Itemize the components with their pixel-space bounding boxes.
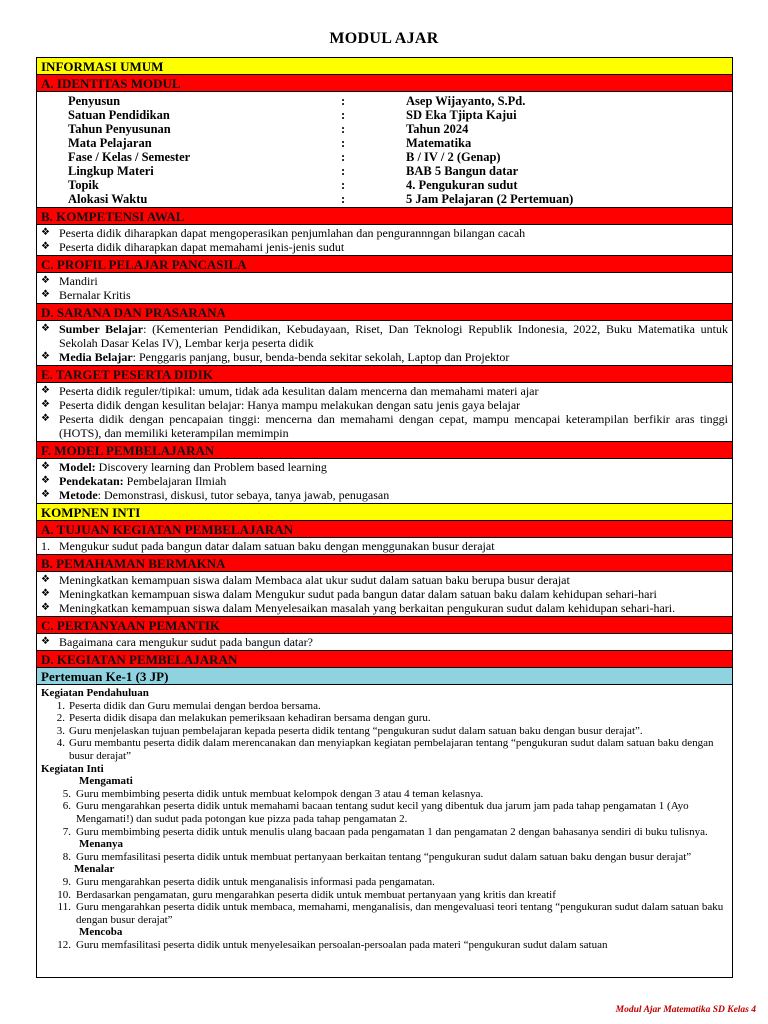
list-item: 7. Guru membimbing peserta didik untuk menulis ulang bacaan pada pengamatan 1 dan pengamatan 2 dengan bahasanya sendiri di buku tulisnya. xyxy=(62,825,708,838)
diamond-bullet-icon: ❖ xyxy=(41,602,50,613)
list-item: 9. Guru mengarahkan peserta didik untuk menganalisis informasi pada pengamatan. xyxy=(62,875,435,888)
list-item: 1. Mengukur sudut pada bangun datar dalam satuan baku dengan menggunakan busur derajat xyxy=(41,539,495,553)
list-item: 11. Guru mengarahkan peserta didik untuk membaca, memahami, menganalisis, dan mengevaluasi teori tentang “pengukuran sudut dalam satuan baku dengan busur derajat” xyxy=(57,901,724,926)
menanya-title: Menanya xyxy=(79,838,123,851)
list-item: ❖ Bagaimana cara mengukur sudut pada bangun datar? xyxy=(41,635,313,649)
list-item: ❖ Pendekatan: Pembelajaran Ilmiah xyxy=(41,474,227,488)
identitas-row: Mata Pelajaran : Matematika xyxy=(68,136,472,150)
list-item: 10. Berdasarkan pengamatan, guru mengarahkan peserta didik untuk membuat pertanyaan yang kritis dan kreatif xyxy=(57,888,556,901)
pertanyaan-list xyxy=(37,634,732,651)
list-item: 2. Peserta didik disapa dan melakukan pemeriksaan kehadiran bersama dengan guru. xyxy=(56,712,431,725)
modul-table xyxy=(36,57,733,978)
list-item: ❖ Peserta didik dengan kesulitan belajar: Hanya mampu melakukan dengan satu jenis gaya belajar xyxy=(41,398,521,412)
list-item: 4. Guru membantu peserta didik dalam merencanakan dan menyiapkan kegiatan pembelajaran tentang “pengukuran sudut dalam satuan baku dengan busur derajat” xyxy=(56,737,714,762)
diamond-bullet-icon: ❖ xyxy=(41,241,50,252)
list-item: 8. Guru memfasilitasi peserta didik untuk membuat pertanyaan berkaitan tentang “pengukuran sudut dalam satuan baku dengan busur derajat” xyxy=(62,850,692,863)
list-item: ❖ Peserta didik diharapkan dapat memahami jenis-jenis sudut xyxy=(41,240,345,254)
identitas-list xyxy=(37,92,732,208)
diamond-bullet-icon: ❖ xyxy=(41,227,50,238)
list-item: ❖ Model: Discovery learning dan Problem based learning xyxy=(41,460,327,474)
diamond-bullet-icon: ❖ xyxy=(41,588,50,599)
section-header-profil: C. PROFIL PELAJAR PANCASILA xyxy=(37,256,732,273)
diamond-bullet-icon: ❖ xyxy=(41,289,50,300)
kegiatan-content xyxy=(37,685,732,977)
diamond-bullet-icon: ❖ xyxy=(41,489,50,500)
pendahuluan-title: Kegiatan Pendahuluan xyxy=(41,687,149,699)
list-item: ❖ Peserta didik dengan pencapaian tinggi: mencerna dan memahami dengan cepat, mampu mencapai keterampilan berfikir aras tinggi (HOTS), dan memiliki keterampilan memimpin xyxy=(41,412,728,440)
section-header-kompetensi: B. KOMPETENSI AWAL xyxy=(37,208,732,225)
section-informasi-umum: INFORMASI UMUM xyxy=(37,58,732,75)
diamond-bullet-icon: ❖ xyxy=(41,275,50,286)
section-header-pemahaman: B. PEMAHAMAN BERMAKNA xyxy=(37,555,732,572)
diamond-bullet-icon: ❖ xyxy=(41,461,50,472)
section-header-model: F. MODEL PEMBELAJARAN xyxy=(37,442,732,459)
list-item: ❖ Meningkatkan kemampuan siswa dalam Mengukur sudut pada bangun datar dalam satuan baku dalam kehidupan sehari-hari xyxy=(41,587,657,601)
target-list xyxy=(37,383,732,442)
identitas-row: Lingkup Materi : BAB 5 Bangun datar xyxy=(68,164,519,178)
list-item: ❖ Bernalar Kritis xyxy=(41,288,131,302)
list-item: ❖ Meningkatkan kemampuan siswa dalam Menyelesaikan masalah yang berkaitan pengukuran sudut dalam kehidupan sehari-hari. xyxy=(41,601,676,615)
identitas-row: Topik : 4. Pengukuran sudut xyxy=(68,178,518,192)
list-item: 6. Guru mengarahkan peserta didik untuk memahami bacaan tentang sudut kecil yang dibentuk dua jarum jam pada tahap pengamatan 1 (Ayo Mengamati!) dan sudut pada potongan kue pizza pada tahap pengamatan 2. xyxy=(62,800,689,825)
section-header-tujuan: A. TUJUAN KEGIATAN PEMBELAJARAN xyxy=(37,521,732,538)
list-item: ❖ Mandiri xyxy=(41,274,98,288)
diamond-bullet-icon: ❖ xyxy=(41,323,50,334)
list-item: ❖ Peserta didik reguler/tipikal: umum, tidak ada kesulitan dalam mencerna dan memahami materi ajar xyxy=(41,384,539,398)
kompetensi-list xyxy=(37,225,732,256)
list-item: 1. Peserta didik dan Guru memulai dengan berdoa bersama. xyxy=(56,699,321,712)
sarana-list xyxy=(37,321,732,366)
identitas-row: Satuan Pendidikan : SD Eka Tjipta Kajui xyxy=(68,108,517,122)
identitas-row: Fase / Kelas / Semester : B / IV / 2 (Genap) xyxy=(68,150,501,164)
mengamati-title: Mengamati xyxy=(79,775,133,788)
tujuan-list xyxy=(37,538,732,555)
list-item: ❖ Sumber Belajar: (Kementerian Pendidikan, Kebudayaan, Riset, Dan Teknologi Republik Indonesia, 2022, Buku Matematika untuk Sekolah Dasar Kelas IV), Lembar kerja peserta didik xyxy=(41,322,728,350)
inti-title: Kegiatan Inti xyxy=(41,762,104,775)
diamond-bullet-icon: ❖ xyxy=(41,636,50,647)
diamond-bullet-icon: ❖ xyxy=(41,413,50,424)
identitas-row: Tahun Penyusunan : Tahun 2024 xyxy=(68,122,469,136)
list-item: 3. Guru menjelaskan tujuan pembelajaran kepada peserta didik tentang “pengukuran sudut dalam satuan baku dengan busur derajat”. xyxy=(56,724,643,737)
diamond-bullet-icon: ❖ xyxy=(41,351,50,362)
list-item: 12. Guru memfasilitasi peserta didik untuk menyelesaikan persoalan-persoalan pada materi “pengukuran sudut dalam satuan xyxy=(57,938,608,951)
diamond-bullet-icon: ❖ xyxy=(41,475,50,486)
pemahaman-list xyxy=(37,572,732,617)
profil-list xyxy=(37,273,732,304)
pertemuan-header: Pertemuan Ke-1 (3 JP) xyxy=(37,668,732,685)
mencoba-title: Mencoba xyxy=(79,926,123,939)
list-item: ❖ Peserta didik diharapkan dapat mengoperasikan penjumlahan dan pengurannngan bilangan cacah xyxy=(41,226,526,240)
identitas-row: Alokasi Waktu : 5 Jam Pelajaran (2 Pertemuan) xyxy=(68,192,574,206)
menalar-title: Menalar xyxy=(74,863,115,876)
list-item: ❖ Meningkatkan kemampuan siswa dalam Membaca alat ukur sudut dalam satuan baku berupa busur derajat xyxy=(41,573,570,587)
section-header-sarana: D. SARANA DAN PRASARANA xyxy=(37,304,732,321)
diamond-bullet-icon: ❖ xyxy=(41,385,50,396)
diamond-bullet-icon: ❖ xyxy=(41,399,50,410)
section-header-kegiatan: D. KEGIATAN PEMBELAJARAN xyxy=(37,651,732,668)
section-header-identitas: A. IDENTITAS MODUL xyxy=(37,75,732,92)
section-header-target: E. TARGET PESERTA DIDIK xyxy=(37,366,732,383)
section-komponen-inti: KOMPNEN INTI xyxy=(37,504,732,521)
list-item: ❖ Metode: Demonstrasi, diskusi, tutor sebaya, tanya jawab, penugasan xyxy=(41,488,390,502)
model-list xyxy=(37,459,732,504)
page-footer: Modul Ajar Matematika SD Kelas 4 xyxy=(615,1005,756,1015)
list-item: ❖ Media Belajar: Penggaris panjang, busur, benda-benda sekitar sekolah, Laptop dan Projektor xyxy=(41,350,510,364)
document-title: MODUL AJAR xyxy=(329,30,439,47)
diamond-bullet-icon: ❖ xyxy=(41,574,50,585)
identitas-row: Penyusun : Asep Wijayanto, S.Pd. xyxy=(68,94,526,108)
list-item: 5. Guru membimbing peserta didik untuk membuat kelompok dengan 3 atau 4 teman kelasnya. xyxy=(62,787,484,800)
section-header-pertanyaan: C. PERTANYAAN PEMANTIK xyxy=(37,617,732,634)
